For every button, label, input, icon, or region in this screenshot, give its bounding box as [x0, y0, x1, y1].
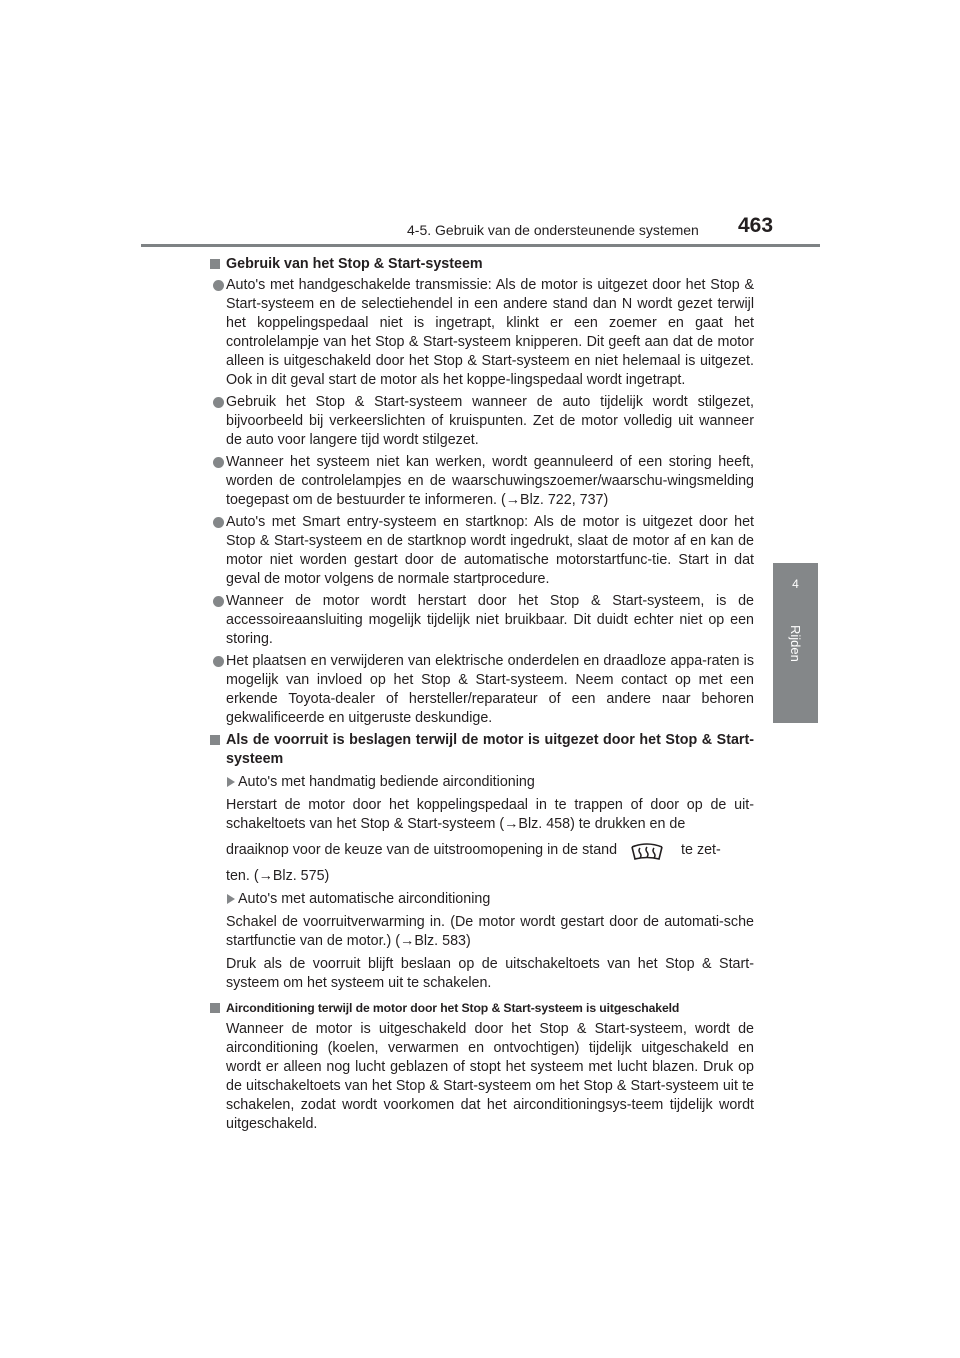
bullet-icon	[213, 457, 224, 468]
page-number: 463	[738, 214, 774, 237]
square-marker-icon	[210, 1003, 220, 1013]
section-heading	[210, 999, 754, 1018]
list-item	[210, 453, 754, 510]
chapter-number: 4	[792, 577, 799, 591]
list-item-text: Gebruik het Stop & Start-systeem wanneer de auto tijdelijk wordt stilgezet, bijvoorbeeld bij verkeerslichten of kruispunten. Zet de motor volledig uit wanneer de auto voor langere tijd wordt stilgezet.	[226, 394, 754, 448]
bullet-icon	[213, 397, 224, 408]
subsection-label-text: Auto's met automatische airconditioning	[238, 891, 491, 907]
square-marker-icon	[210, 259, 220, 269]
subsection-label-text: Auto's met handmatig bediende airconditioning	[238, 774, 535, 790]
bullet-icon	[213, 656, 224, 667]
list-item	[210, 276, 754, 390]
list-item	[210, 393, 754, 450]
paragraph-text: draaiknop voor de keuze van de uitstroomopening in de stand	[226, 842, 618, 858]
section-heading	[210, 255, 754, 274]
chapter-label: Rijden	[788, 625, 803, 662]
section-airconditioning	[210, 999, 754, 1134]
list-item	[210, 592, 754, 649]
paragraph-text: te zet-	[681, 842, 721, 858]
section-heading	[210, 731, 754, 769]
list-item-text: Auto's met Smart entry-systeem en startknop: Als de motor is uitgezet door het Stop & Start-systeem en de startknop wordt ingedrukt, slaat de motor af en kan de motor niet worden gestart door de automatische motorstartfunc-tie. Start in dat geval de motor volgens de normale startprocedure.	[226, 514, 754, 587]
bullet-icon	[213, 280, 224, 291]
paragraph: Schakel de voorruitverwarming in. (De motor wordt gestart door de automati-sche startfunctie van de motor.) (→Blz. 583)	[226, 914, 754, 949]
list-item-text: Wanneer de motor wordt herstart door het Stop & Start-systeem, is de accessoireaansluiting mogelijk tijdelijk niet bruikbaar. Dit duidt echter niet op een storing.	[226, 593, 754, 647]
heading-text: Gebruik van het Stop & Start-systeem	[226, 256, 483, 272]
list-item-text: Wanneer het systeem niet kan werken, wordt geannuleerd of een storing heeft, worden de controlelampjes en de waarschuwingszoemer/waarschu-wingsmelding toegepast om de bestuurder te informeren. (→Blz. 722, 737)	[226, 454, 754, 508]
list-item-text: Auto's met handgeschakelde transmissie: Als de motor is uitgezet door het Stop & Start-systeem en de selectiehendel in een andere stand dan N wordt gezet terwijl het koppelingspedaal niet is ingetrapt, klinkt er een zoemer en gaat het controlelampje van het Stop & Start-systeem knipperen. Dit geeft aan dat de motor alleen is uitgeschakeld door het Stop & Start-systeem en niet helemaal is uitgezet. Ook in dit geval start de motor als het koppe-lingspedaal wordt ingetrapt.	[226, 277, 754, 388]
heading-text: Airconditioning terwijl de motor door het Stop & Start-systeem is uitgeschakeld	[226, 1001, 680, 1015]
paragraph: Wanneer de motor is uitgeschakeld door het Stop & Start-systeem, wordt de airconditioning (koelen, verwarmen en ontvochtigen) tijdelijk uitgeschakeld en wordt er alleen nog lucht geblazen of stopt het systeem met lucht blazen. Druk op de uitschakeltoets van het Stop & Start-systeem om het Stop & Start-systeem uit te schakelen, zodat wordt voorkomen dat het airconditioningsys-teem tijdelijk wordt uitgeschakeld.	[226, 1021, 754, 1132]
page-content	[210, 255, 754, 1137]
header-divider	[141, 244, 820, 247]
bullet-icon	[213, 596, 224, 607]
paragraph: Herstart de motor door het koppelingspedaal in te trappen of door op de uit-schakeltoets van het Stop & Start-systeem (→Blz. 458) te drukken en de	[226, 797, 754, 832]
square-marker-icon	[210, 735, 220, 745]
triangle-marker-icon	[227, 777, 235, 787]
paragraph: ten. (→Blz. 575)	[226, 868, 330, 884]
subsection-label	[210, 773, 754, 792]
list-item	[210, 652, 754, 728]
paragraph: Druk als de voorruit blijft beslaan op de uitschakeltoets van het Stop & Start-systeem om het systeem uit te schakelen.	[226, 956, 754, 991]
triangle-marker-icon	[227, 894, 235, 904]
bullet-icon	[213, 517, 224, 528]
subsection-label	[210, 890, 754, 909]
heading-text: Als de voorruit is beslagen terwijl de motor is uitgezet door het Stop & Start-systeem	[226, 732, 754, 767]
section-fogged-windshield	[210, 731, 754, 993]
section-stop-start-usage	[210, 255, 754, 728]
windshield-defrost-icon	[629, 837, 665, 863]
section-title: 4-5. Gebruik van de ondersteunende systemen	[407, 222, 699, 238]
chapter-tab[interactable]	[773, 563, 818, 723]
list-item	[210, 513, 754, 589]
list-item-text: Het plaatsen en verwijderen van elektrische onderdelen en draadloze appa-raten is mogelijk van invloed op het Stop & Start-systeem. Neem contact op met een erkende Toyota-dealer of hersteller/reparateur of een andere naar behoren gekwalificeerde en uitgeruste deskundige.	[226, 653, 754, 726]
